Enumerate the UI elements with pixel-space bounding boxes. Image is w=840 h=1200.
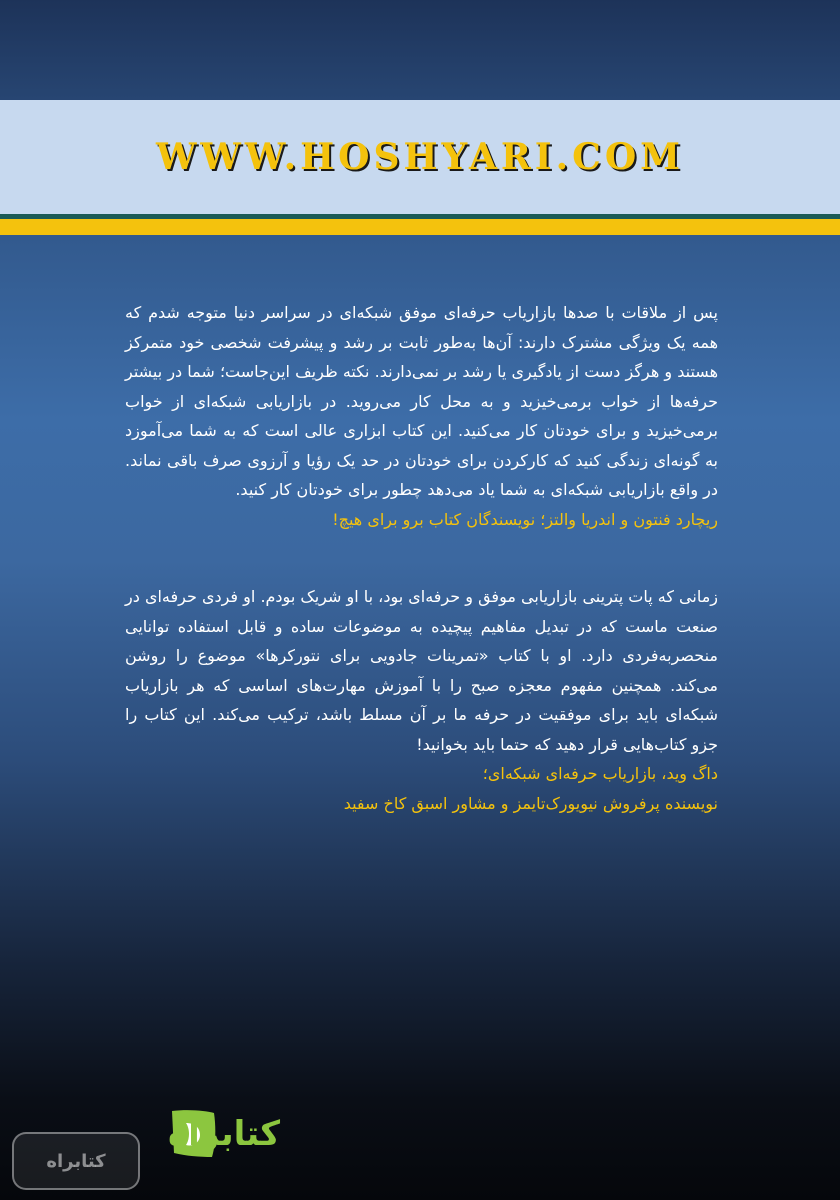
publisher-logo [40,1103,281,1163]
website-banner [0,100,840,214]
publisher-logo-text: کتابراه [168,1114,281,1154]
paragraph-gap [125,534,718,582]
watermark-logo-text: کتابراه [46,1150,106,1172]
banner-divider-yellow [0,219,840,235]
testimonial-1-text: پس از ملاقات با صدها بازاریاب حرفه‌ای موفق شبکه‌ای در سراسر دنیا متوجه شدم که همه یک ویژگی مشترک دارند: آن‌ها به‌طور ثابت بر رشد و پیشرفت شخصی خود متمرکز هستند و هرگز دست از یادگیری یا رشد بر نمی‌دارند. نکته ظریف این‌جاست؛ شما در بیشتر حرفه‌ها از خواب برمی‌خیزید و به محل کار می‌روید. در بازاریابی شبکه‌ای از خواب برمی‌خیزید و برای خودتان کار می‌کنید. این کتاب ابزاری عالی است که به شما می‌آموزد به گونه‌ای زندگی کنید که کارکردن برای خودتان در حد یک رؤیا و آرزوی صرف باقی نماند. در واقع بازاریابی شبکه‌ای به شما یاد می‌دهد چطور برای خودتان کار کنید. [125,303,718,499]
back-cover-text [125,298,718,818]
testimonial-1-attribution: ریچارد فنتون و اندریا والتز؛ نویسندگان کتاب برو برای هیچ! [332,509,718,529]
website-url: WWW.HOSHYARI.COM [155,136,685,178]
testimonial-2-attribution-line-2: نویسنده پرفروش نیویورک‌تایمز و مشاور اسبق کاخ سفید [343,793,718,813]
testimonial-2-text: زمانی که پات پترینی بازاریابی موفق و حرفه‌ای بود، با او شریک بودم. او فردی حرفه‌ای در صنعت ماست که در تبدیل مفاهیم پیچیده به موضوعات ساده و قابل استفاده توانایی منحصربه‌فردی دارد. او با کتاب «تمرینات جادویی برای نتورکرها» موضوع را روشن می‌کند. همچنین مفهوم معجزه صبح را با آموزش مهارت‌های اساسی که هر بازاریاب شبکه‌ای باید برای موفقیت در حرفه ما بر آن مسلط باشد، ترکیب می‌کند. این کتاب را جزو کتاب‌هایی قرار دهید که حتما باید بخوانید! [125,587,718,754]
testimonial-2-attribution-line-1: داگ وید، بازاریاب حرفه‌ای شبکه‌ای؛ [482,764,718,783]
